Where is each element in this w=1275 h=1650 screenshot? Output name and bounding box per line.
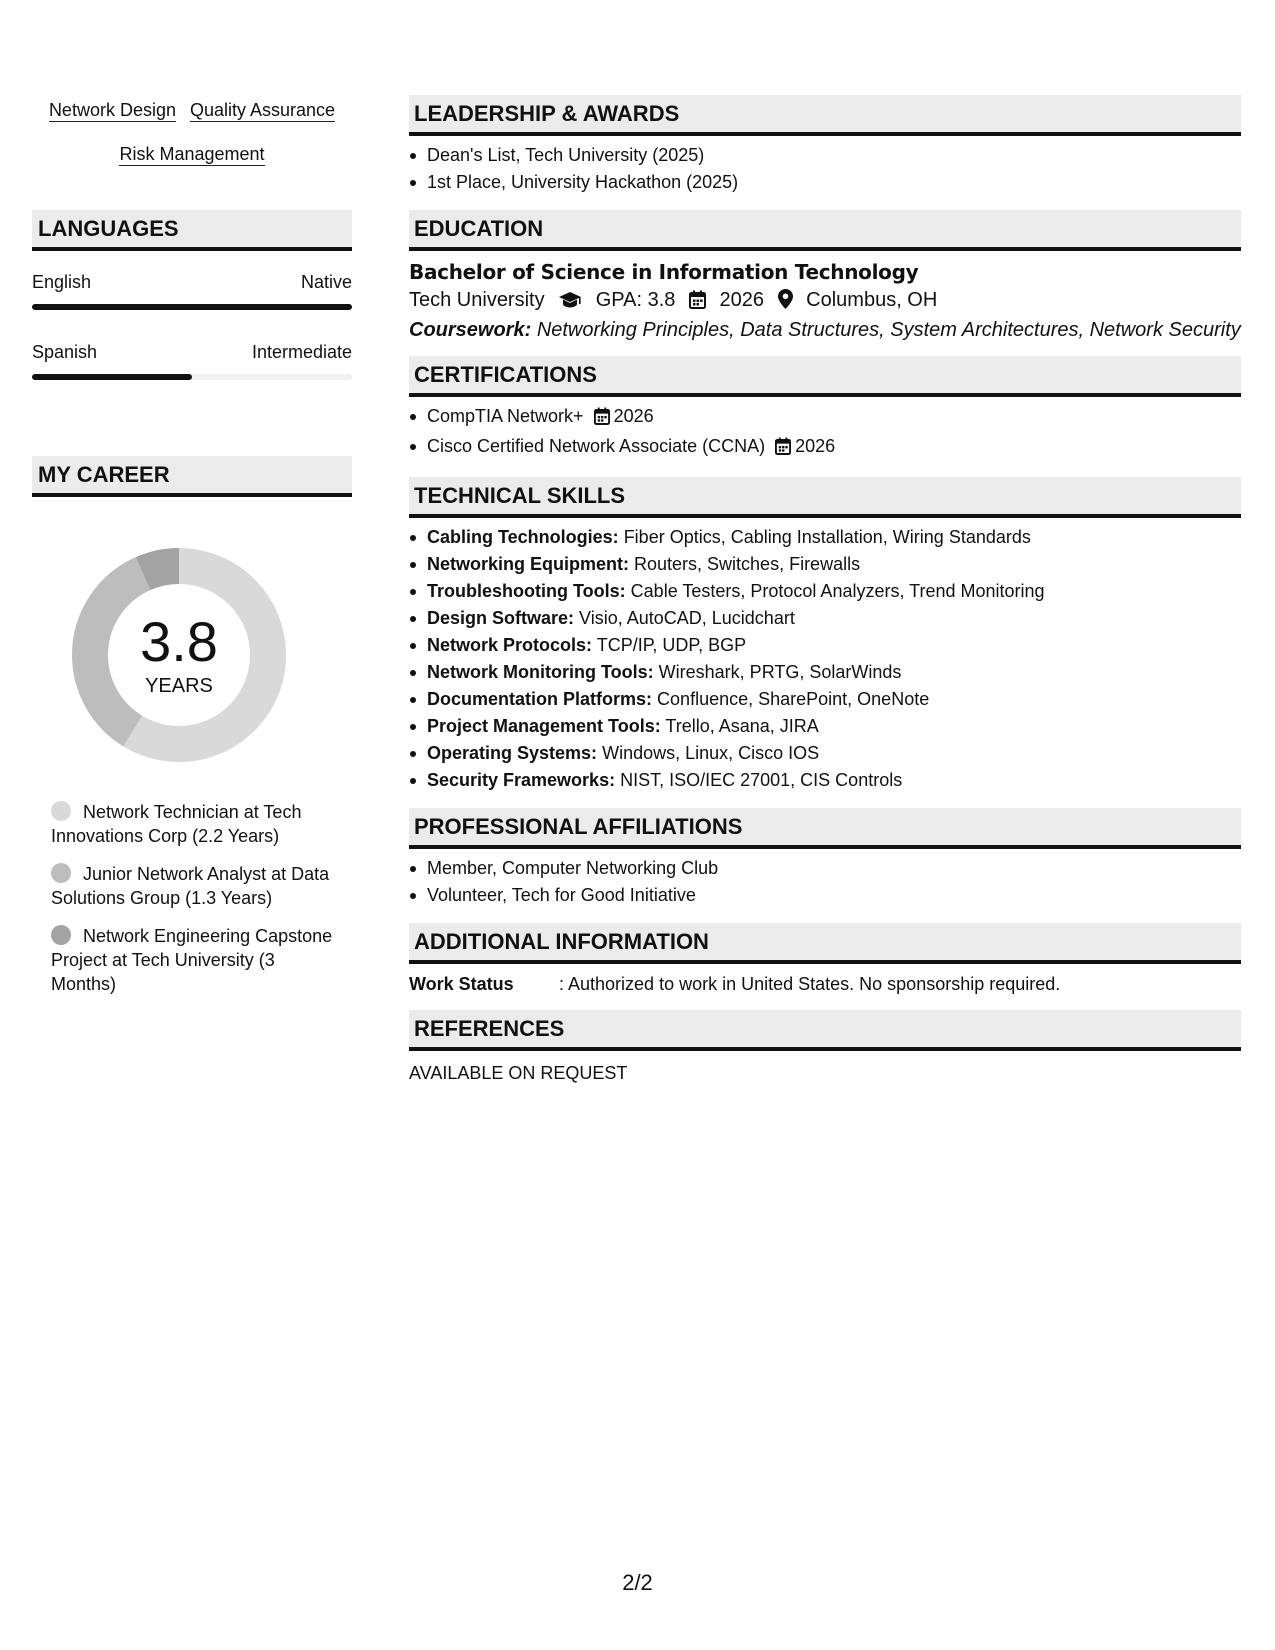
skills-list [409, 524, 1241, 794]
skill-value: Windows, Linux, Cisco IOS [602, 743, 820, 763]
certification-name: Cisco Certified Network Associate (CCNA) [427, 436, 766, 456]
references-heading: REFERENCES [409, 1010, 1241, 1051]
coursework-text: Networking Principles, Data Structures, System Architectures, Network Security [536, 319, 1241, 341]
skill-label: Security Frameworks: [427, 770, 616, 790]
education-school: Tech University [409, 289, 545, 311]
education-section [409, 210, 1241, 342]
right-column [409, 95, 1241, 1099]
skill-value: Confluence, SharePoint, OneNote [657, 689, 930, 709]
legend-dot-icon [51, 925, 71, 945]
education-meta [409, 285, 1241, 318]
list-item [409, 433, 1241, 463]
career-total-value: 3.8 [140, 610, 218, 673]
list-item [409, 605, 1241, 632]
list-item [409, 551, 1241, 578]
map-pin-icon [778, 288, 793, 318]
list-item [409, 767, 1241, 794]
language-bar [32, 304, 352, 310]
skill-value: NIST, ISO/IEC 27001, CIS Controls [620, 770, 903, 790]
list-item [409, 578, 1241, 605]
calendar-icon [594, 406, 610, 433]
certifications-list [409, 403, 1241, 463]
leadership-heading: LEADERSHIP & AWARDS [409, 95, 1241, 136]
education-gpa: GPA: 3.8 [595, 289, 676, 311]
skill-value: Routers, Switches, Firewalls [634, 554, 861, 574]
career-legend-item [51, 924, 341, 996]
career-legend-item [51, 862, 341, 910]
career-legend-label: Junior Network Analyst at Data Solutions Group (1.3 Years) [51, 864, 330, 908]
list-item: Volunteer, Tech for Good Initiative [409, 882, 1241, 909]
skill-value: Fiber Optics, Cabling Installation, Wiring Standards [623, 527, 1031, 547]
skill-value: TCP/IP, UDP, BGP [596, 635, 747, 655]
language-bar [32, 374, 352, 380]
certification-year: 2026 [613, 406, 654, 426]
certification-name: CompTIA Network+ [427, 406, 584, 426]
list-item [409, 713, 1241, 740]
list-item [409, 740, 1241, 767]
skill-value: Cable Testers, Protocol Analyzers, Trend Monitoring [630, 581, 1045, 601]
education-year: 2026 [719, 289, 765, 311]
education-coursework [409, 318, 1241, 342]
additional-section [409, 923, 1241, 996]
coursework-label: Coursework: [409, 319, 532, 341]
work-status-label: Work Status [409, 974, 514, 994]
affiliations-list [409, 855, 1241, 909]
legend-dot-icon [51, 801, 71, 821]
skill-tag: Network Design [48, 100, 176, 120]
list-item [409, 524, 1241, 551]
skill-label: Documentation Platforms: [427, 689, 653, 709]
additional-heading: ADDITIONAL INFORMATION [409, 923, 1241, 964]
skill-value: Trello, Asana, JIRA [665, 716, 819, 736]
language-name: Spanish [32, 342, 98, 362]
calendar-icon [689, 288, 706, 318]
skill-value: Wireshark, PRTG, SolarWinds [658, 662, 902, 682]
certification-year: 2026 [795, 436, 836, 456]
skills-section [409, 477, 1241, 794]
education-degree: Bachelor of Science in Information Technology [409, 260, 919, 284]
career-total [66, 610, 292, 698]
certifications-heading: CERTIFICATIONS [409, 356, 1241, 397]
skill-tags [32, 88, 352, 176]
graduation-cap-icon [558, 288, 582, 318]
list-item [409, 632, 1241, 659]
list-item: Dean's List, Tech University (2025) [409, 142, 1241, 169]
language-level: Intermediate [251, 342, 352, 362]
languages-heading: LANGUAGES [32, 210, 352, 251]
skill-label: Network Protocols: [427, 635, 593, 655]
career-legend-label: Network Engineering Capstone Project at Tech University (3 Months) [51, 926, 333, 994]
language-name: English [32, 272, 92, 292]
skills-heading: TECHNICAL SKILLS [409, 477, 1241, 518]
references-text: AVAILABLE ON REQUEST [409, 1063, 628, 1083]
career-legend-label: Network Technician at Tech Innovations Corp (2.2 Years) [51, 802, 302, 846]
skill-label: Design Software: [427, 608, 575, 628]
skill-value: Visio, AutoCAD, Lucidchart [579, 608, 795, 628]
language-bar-fill [32, 374, 192, 380]
work-status-row [409, 972, 1241, 996]
leadership-section [409, 95, 1241, 196]
skill-tag: Quality Assurance [189, 100, 336, 120]
skill-label: Networking Equipment: [427, 554, 629, 574]
skill-label: Project Management Tools: [427, 716, 661, 736]
references-section [409, 1010, 1241, 1085]
list-item: Member, Computer Networking Club [409, 855, 1241, 882]
career-legend-item [51, 800, 341, 848]
career-heading: MY CAREER [32, 456, 352, 497]
work-status-value: : Authorized to work in United States. No sponsorship required. [559, 974, 1061, 994]
language-bar-fill [32, 304, 352, 310]
skill-label: Troubleshooting Tools: [427, 581, 626, 601]
skill-tag: Risk Management [119, 144, 265, 164]
legend-dot-icon [51, 863, 71, 883]
education-heading: EDUCATION [409, 210, 1241, 251]
affiliations-section [409, 808, 1241, 909]
career-total-unit: YEARS [145, 675, 213, 697]
certifications-section [409, 356, 1241, 463]
language-level: Native [300, 272, 352, 292]
list-item: 1st Place, University Hackathon (2025) [409, 169, 1241, 196]
affiliations-heading: PROFESSIONAL AFFILIATIONS [409, 808, 1241, 849]
list-item [409, 403, 1241, 433]
list-item [409, 686, 1241, 713]
skill-label: Operating Systems: [427, 743, 598, 763]
leadership-list [409, 142, 1241, 196]
skill-label: Cabling Technologies: [427, 527, 619, 547]
list-item [409, 659, 1241, 686]
calendar-icon [775, 436, 791, 463]
education-location: Columbus, OH [806, 289, 938, 311]
page-number: 2/2 [622, 1570, 653, 1595]
career-legend [51, 800, 341, 1010]
skill-label: Network Monitoring Tools: [427, 662, 654, 682]
